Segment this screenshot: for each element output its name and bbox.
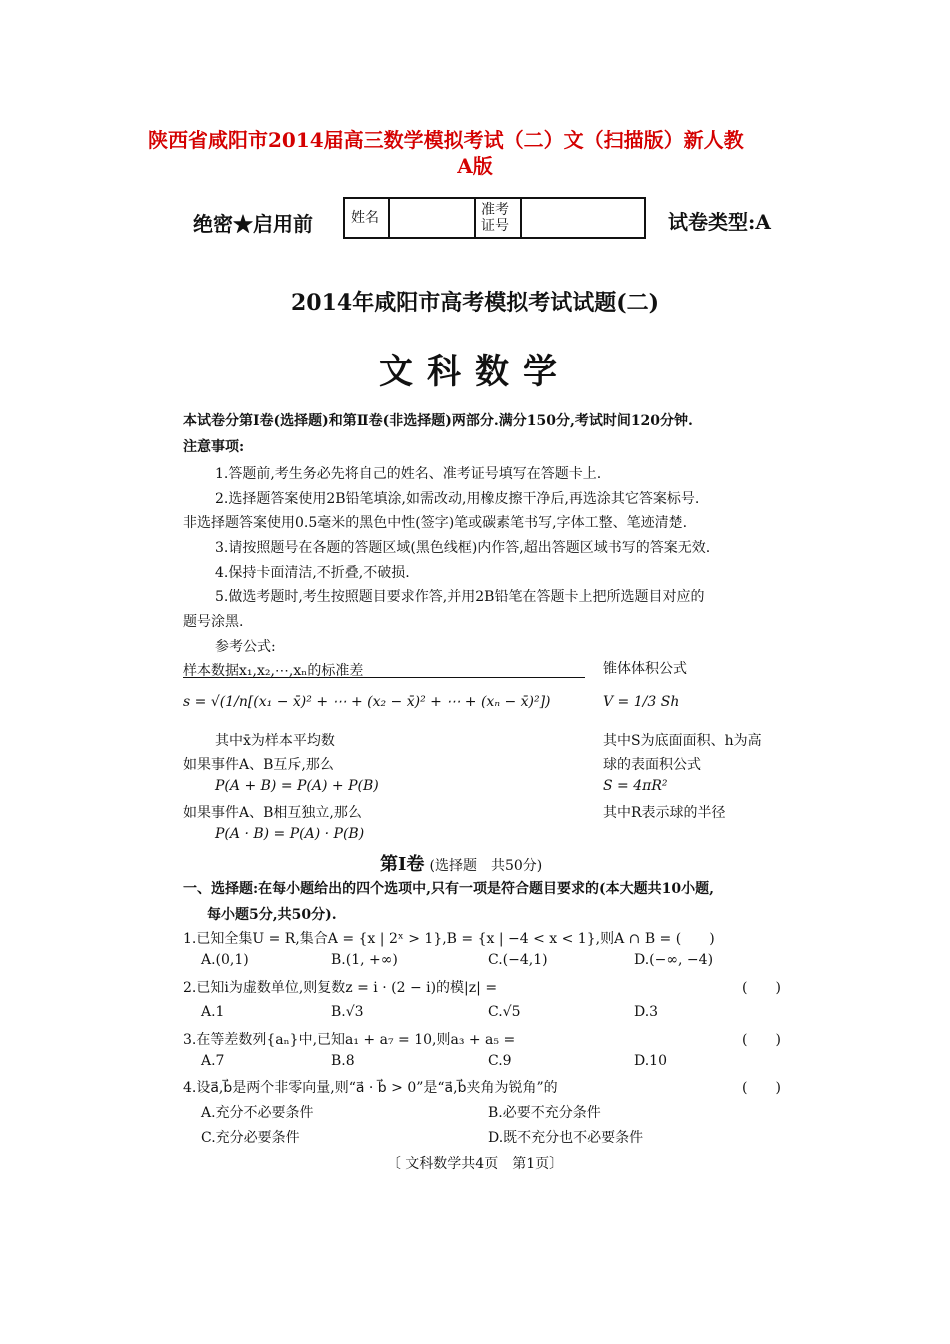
candidate-info-box xyxy=(343,197,646,239)
answer-bracket: ( ) xyxy=(742,1080,781,1096)
exclusive-formula: P(A + B) = P(A) + P(B) xyxy=(215,778,379,794)
name-label: 姓名 xyxy=(351,210,379,226)
question-option: B.8 xyxy=(331,1053,355,1069)
cone-label: 锥体体积公式 xyxy=(603,661,687,677)
section1-instruction-line1: 一、选择题:在每小题给出的四个选项中,只有一项是符合题目要求的(本大题共10小题, xyxy=(183,881,715,897)
independent-label: 如果事件A、B相互独立,那么 xyxy=(183,805,362,821)
exam-title: 2014年咸阳市高考模拟考试试题(二) xyxy=(290,290,660,316)
question-stem: 1.已知全集U = R,集合A = {x | 2ˣ > 1},B = {x | −4 < x < 1},则A ∩ B = ( ) xyxy=(183,931,715,947)
std-dev-formula: s = √(1/n[(x₁ − x̄)² + ⋯ + (x₂ − x̄)² + ⋯ + (xₙ − x̄)²]) xyxy=(183,694,551,710)
question-option: B.必要不充分条件 xyxy=(488,1105,601,1121)
question-stem: 2.已知i为虚数单位,则复数z = i · (2 − i)的模|z| = xyxy=(183,980,498,996)
question-stem: 3.在等差数列{aₙ}中,已知a₁ + a₇ = 10,则a₃ + a₅ = xyxy=(183,1032,516,1048)
exclusive-label: 如果事件A、B互斥,那么 xyxy=(183,757,334,773)
answer-bracket: ( ) xyxy=(742,980,781,996)
sphere-formula: S = 4πR² xyxy=(603,778,668,794)
question-option: D.既不充分也不必要条件 xyxy=(488,1130,644,1146)
note-item: 非选择题答案使用0.5毫米的黑色中性(签字)笔或碳素笔书写,字体工整、笔迹清楚. xyxy=(183,515,688,531)
note-item: 题号涂黑. xyxy=(183,614,244,630)
question-option: A.充分不必要条件 xyxy=(201,1105,314,1121)
note-item: 3.请按照题号在各题的答题区域(黑色线框)内作答,超出答题区域书写的答案无效. xyxy=(215,540,711,556)
question-option: D.3 xyxy=(634,1004,659,1020)
section1-heading-sub: (选择题 共50分) xyxy=(429,858,543,874)
intro-text: 本试卷分第Ⅰ卷(选择题)和第Ⅱ卷(非选择题)两部分.满分150分,考试时间120分钟. xyxy=(183,413,693,429)
formula-divider xyxy=(183,677,585,678)
note-item: 4.保持卡面清洁,不折叠,不破损. xyxy=(215,565,410,581)
question-stem: 4.设a⃗,b⃗是两个非零向量,则“a⃗ · b⃗ > 0”是“a⃗,b⃗夹角为锐角”的 xyxy=(183,1080,558,1096)
question-option: B.(1, +∞) xyxy=(331,952,398,968)
independent-formula: P(A · B) = P(A) · P(B) xyxy=(215,826,365,842)
question-option: D.10 xyxy=(634,1053,667,1069)
doc-title-line2: A版 xyxy=(457,154,493,178)
name-field xyxy=(390,199,476,237)
sphere-note: 其中R表示球的半径 xyxy=(603,805,726,821)
question-option: A.1 xyxy=(201,1004,225,1020)
question-option: C.√5 xyxy=(488,1004,521,1020)
question-option: A.(0,1) xyxy=(201,952,249,968)
notes-heading: 注意事项: xyxy=(183,439,245,455)
note-item: 1.答题前,考生务必先将自己的姓名、准考证号填写在答题卡上. xyxy=(215,466,602,482)
std-dev-label: 样本数据x₁,x₂,⋯,xₙ的标准差 xyxy=(183,663,364,679)
paper-type: 试卷类型:A xyxy=(668,210,771,234)
note-item: 5.做选考题时,考生按照题目要求作答,并用2B铅笔在答题卡上把所选题目对应的 xyxy=(215,589,705,605)
sphere-label: 球的表面积公式 xyxy=(603,757,701,773)
doc-title-line1: 陕西省咸阳市2014届高三数学模拟考试（二）文（扫描版）新人教 xyxy=(148,128,744,152)
cone-formula: V = 1/3 Sh xyxy=(603,694,680,710)
id-label-bottom: 证号 xyxy=(481,218,509,234)
section1-instruction-line2: 每小题5分,共50分). xyxy=(207,907,337,923)
cone-note: 其中S为底面面积、h为高 xyxy=(603,733,762,749)
id-field xyxy=(522,199,644,237)
section1-heading xyxy=(380,850,542,876)
answer-bracket: ( ) xyxy=(742,1032,781,1048)
question-option: C.充分必要条件 xyxy=(201,1130,300,1146)
subject-title: 文科数学 xyxy=(379,352,571,392)
question-option: C.(−4,1) xyxy=(488,952,548,968)
question-option: B.√3 xyxy=(331,1004,364,1020)
page-footer: 〔 文科数学共4页 第1页〕 xyxy=(386,1156,564,1172)
id-label-top: 准考 xyxy=(481,202,509,218)
question-option: C.9 xyxy=(488,1053,512,1069)
reference-heading: 参考公式: xyxy=(215,639,276,655)
confidential-label: 绝密★启用前 xyxy=(193,212,313,236)
mean-note: 其中x̄为样本平均数 xyxy=(215,733,335,749)
question-option: D.(−∞, −4) xyxy=(634,952,714,968)
section1-heading-main: 第Ⅰ卷 xyxy=(380,854,425,875)
question-option: A.7 xyxy=(201,1053,225,1069)
note-item: 2.选择题答案使用2B铅笔填涂,如需改动,用橡皮擦干净后,再选涂其它答案标号. xyxy=(215,491,700,507)
